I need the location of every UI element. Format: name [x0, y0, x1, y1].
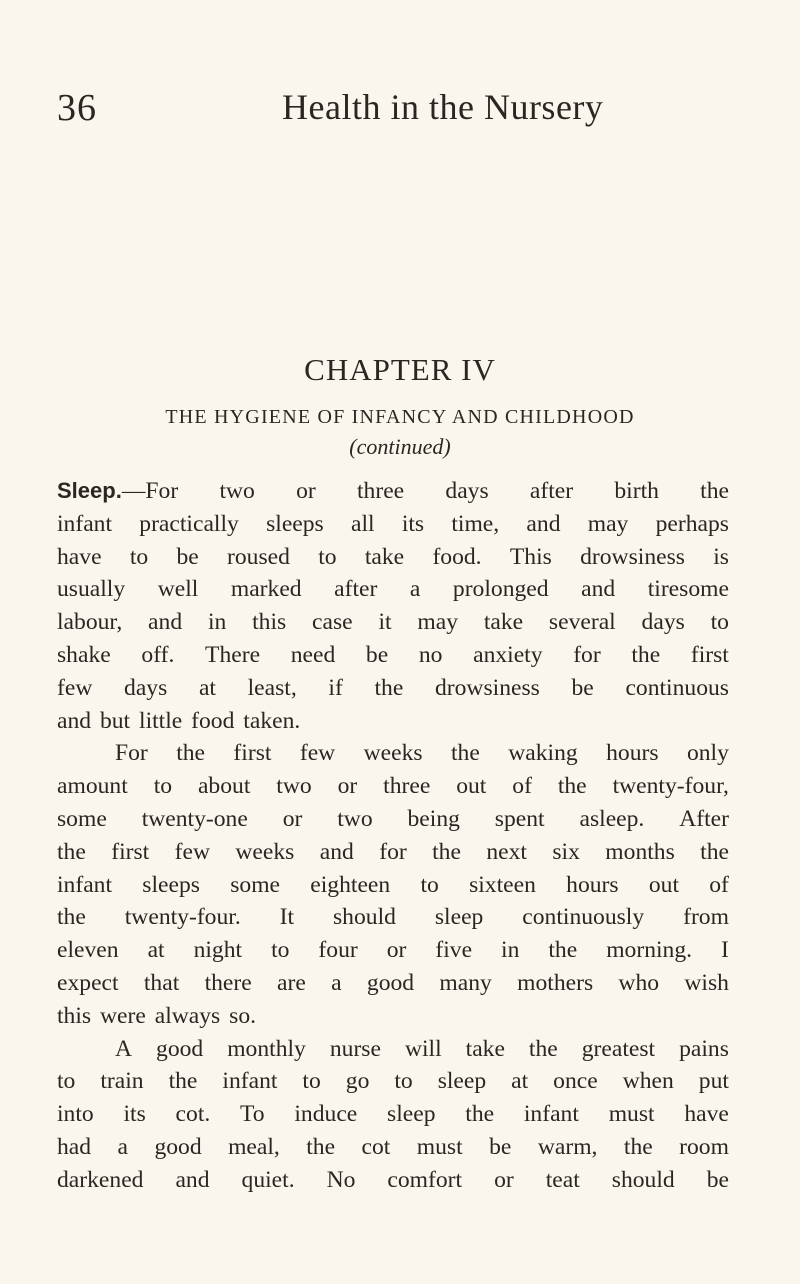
word: many [439, 969, 492, 996]
word: the [631, 641, 661, 668]
word: After [679, 805, 729, 832]
word: induce [294, 1101, 358, 1128]
word: put [698, 1068, 729, 1095]
word: to [129, 543, 149, 570]
word: who [618, 969, 660, 996]
word: of [512, 773, 532, 800]
word: be [571, 674, 594, 701]
word: to [318, 543, 337, 570]
text-line [57, 967, 729, 1000]
word: No [326, 1166, 356, 1193]
word: days [641, 609, 685, 636]
word: being [407, 805, 460, 832]
word: are [277, 969, 306, 996]
word: or [494, 1166, 514, 1193]
word: of [709, 871, 729, 898]
word: its [123, 1101, 146, 1128]
text-line [57, 639, 729, 672]
word: should [611, 1166, 675, 1193]
word: or [337, 773, 358, 800]
word: hours [566, 871, 619, 898]
word: be [176, 543, 199, 570]
word: it [378, 609, 392, 636]
word: the [432, 838, 461, 865]
word: few [57, 674, 93, 701]
text-line [57, 508, 729, 541]
text-line [57, 934, 729, 967]
word: or [386, 937, 407, 964]
word: nurse [329, 1035, 381, 1062]
chapter-subtitle: THE HYGIENE OF INFANCY AND CHILDHOOD [165, 406, 635, 428]
word: warm, [537, 1133, 598, 1160]
word: some [230, 871, 281, 898]
word: the [623, 1133, 653, 1160]
word: good [156, 1035, 204, 1062]
word: have [684, 1101, 729, 1128]
word: three [356, 478, 405, 504]
word: from [683, 904, 729, 931]
word: There [205, 641, 261, 668]
word: this [252, 609, 287, 636]
text-line [57, 1098, 729, 1131]
word: will [404, 1035, 442, 1062]
word: and [581, 576, 616, 603]
text-line-words: —For [121, 478, 179, 504]
word: to [153, 773, 173, 800]
word: sixteen [469, 871, 536, 898]
word: the [57, 904, 86, 931]
word: to [710, 609, 729, 636]
word: must [608, 1101, 655, 1128]
continued-note: (continued) [349, 434, 451, 459]
word: at [147, 937, 165, 964]
word: shake [57, 641, 111, 668]
page-number: 36 [57, 87, 97, 129]
text-line [57, 1033, 729, 1066]
word: several [548, 609, 616, 636]
text-line [57, 901, 729, 934]
word: teat [545, 1166, 580, 1193]
word: good [366, 969, 415, 996]
word: To [240, 1101, 265, 1128]
word: greatest [581, 1035, 656, 1062]
word: if [328, 674, 343, 701]
word: the [168, 1068, 198, 1095]
word: first [233, 740, 272, 767]
word: next [486, 838, 527, 865]
word: be [489, 1133, 512, 1160]
text-line [57, 1131, 729, 1164]
word: two [276, 773, 312, 800]
word: the [176, 740, 206, 767]
word: continuously [522, 904, 645, 931]
word: morning. [606, 937, 693, 964]
word: pains [679, 1035, 729, 1062]
word: there [204, 969, 252, 996]
text-line [57, 803, 729, 836]
word: anxiety [473, 641, 543, 668]
word: amount [57, 773, 128, 800]
word: the [306, 1133, 336, 1160]
word: a [331, 969, 342, 996]
word: out [456, 773, 487, 800]
word: five [435, 937, 473, 964]
word: spent [494, 805, 545, 832]
word: have [57, 543, 102, 570]
word: had [57, 1133, 92, 1160]
word: some [57, 805, 107, 832]
word: least, [247, 674, 297, 701]
word: the [557, 773, 587, 800]
word: expect [57, 969, 119, 996]
word: when [622, 1068, 674, 1095]
word: two [337, 805, 373, 832]
word: weeks [235, 838, 295, 865]
word: meal, [228, 1133, 280, 1160]
word: and [526, 510, 561, 537]
word: in [501, 937, 520, 964]
word: the [57, 838, 86, 865]
word: a [117, 1133, 128, 1160]
word: hours [606, 740, 659, 767]
word: no [418, 641, 443, 668]
word: the [374, 674, 404, 701]
word: may [587, 510, 629, 537]
word: twenty-four, [612, 773, 729, 800]
word: For [115, 740, 148, 767]
word: perhaps [655, 510, 729, 537]
text-line [57, 573, 729, 606]
word: usually [57, 576, 126, 603]
word: and [175, 1166, 210, 1193]
word: roused [227, 543, 290, 570]
word: take [465, 1035, 505, 1062]
word: into [57, 1101, 94, 1128]
word: days [445, 478, 489, 504]
word: It [279, 904, 295, 931]
text-line [57, 541, 729, 574]
text-line [57, 836, 729, 869]
word: sleep [434, 904, 484, 931]
text-line [57, 475, 729, 508]
chapter-heading: CHAPTER IV [304, 352, 496, 387]
text-line [57, 672, 729, 705]
word: out [648, 871, 679, 898]
word: three [383, 773, 431, 800]
word: room [679, 1133, 729, 1160]
word: few [174, 838, 210, 865]
word: drowsiness [434, 674, 540, 701]
word: a [409, 576, 421, 603]
word: well [157, 576, 199, 603]
word: infant [523, 1101, 579, 1128]
word: four [318, 937, 358, 964]
word: first [690, 641, 729, 668]
word: all [350, 510, 375, 537]
running-header [0, 80, 800, 130]
word: go [345, 1068, 370, 1095]
word: the [528, 1035, 558, 1062]
word: to [302, 1068, 321, 1095]
word: waking [508, 740, 578, 767]
word: two [219, 478, 255, 504]
word: to [57, 1068, 76, 1095]
word: cot. [175, 1101, 211, 1128]
word: the [700, 478, 729, 504]
word: six [552, 838, 580, 865]
word: at [198, 674, 216, 701]
word: weeks [363, 740, 423, 767]
word: sleeps [266, 510, 324, 537]
word: good [154, 1133, 202, 1160]
word: twenty-four. [124, 904, 241, 931]
word: need [290, 641, 336, 668]
word: time, [451, 510, 500, 537]
word: infant [222, 1068, 278, 1095]
text-line: this were always so. [57, 1002, 257, 1029]
word: twenty-one [141, 805, 248, 832]
word: in [207, 609, 227, 636]
word: or [282, 805, 303, 832]
word: sleeps [142, 871, 200, 898]
body-text [57, 475, 729, 1197]
word: take [364, 543, 405, 570]
text-line [57, 1164, 729, 1197]
word: practically [139, 510, 239, 537]
word: about [197, 773, 251, 800]
sidehead-group [57, 475, 178, 508]
word: infant [57, 510, 113, 537]
word: the [548, 937, 578, 964]
word: be [706, 1166, 729, 1193]
word: case [312, 609, 353, 636]
word: cot [361, 1133, 391, 1160]
word: to [271, 937, 290, 964]
word: to [394, 1068, 413, 1095]
word: and [319, 838, 354, 865]
word: food. [432, 543, 482, 570]
word: eighteen [310, 871, 391, 898]
word: once [553, 1068, 598, 1095]
text-line: and but little food taken. [57, 707, 301, 734]
word: sleep [387, 1101, 436, 1128]
word: after [334, 576, 378, 603]
word: asleep. [579, 805, 645, 832]
word: comfort [387, 1166, 463, 1193]
word: monthly [227, 1035, 306, 1062]
word: that [143, 969, 180, 996]
word: at [511, 1068, 529, 1095]
word: days [124, 674, 168, 701]
word: off. [141, 641, 175, 668]
text-line [57, 869, 729, 902]
word: infant [57, 871, 113, 898]
word: for [573, 641, 601, 668]
word: few [299, 740, 336, 767]
word: wish [684, 969, 729, 996]
word: prolonged [452, 576, 549, 603]
word: night [193, 937, 243, 964]
word: the [465, 1101, 495, 1128]
text-line [57, 606, 729, 639]
word: and [148, 609, 183, 636]
word: continuous [625, 674, 729, 701]
word: may [417, 609, 458, 636]
word: birth [614, 478, 659, 504]
word: labour, [57, 609, 123, 636]
text-line [57, 770, 729, 803]
word: its [401, 510, 425, 537]
word: the [700, 838, 729, 865]
word: or [296, 478, 316, 504]
text-line [57, 1065, 729, 1098]
word: A [115, 1035, 133, 1062]
word: train [100, 1068, 144, 1095]
sleep-sidehead: Sleep. [57, 478, 122, 503]
word: mothers [517, 969, 594, 996]
word: is [713, 543, 729, 570]
word: for [379, 838, 407, 865]
word: only [686, 740, 729, 767]
word: months [605, 838, 675, 865]
word: be [365, 641, 389, 668]
word: should [333, 904, 396, 931]
word: after [529, 478, 574, 504]
word: This [509, 543, 552, 570]
word: the [451, 740, 480, 767]
word: first [111, 838, 150, 865]
word: I [721, 937, 729, 964]
word: darkened [57, 1166, 144, 1193]
text-line [57, 737, 729, 770]
word: sleep [437, 1068, 487, 1095]
word: tiresome [647, 576, 729, 603]
word: drowsiness [580, 543, 685, 570]
word: must [416, 1133, 463, 1160]
word: to [420, 871, 439, 898]
word: marked [230, 576, 302, 603]
word: quiet. [241, 1166, 295, 1193]
word: eleven [57, 937, 119, 964]
word: take [483, 609, 524, 636]
running-title: Health in the Nursery [282, 87, 604, 127]
